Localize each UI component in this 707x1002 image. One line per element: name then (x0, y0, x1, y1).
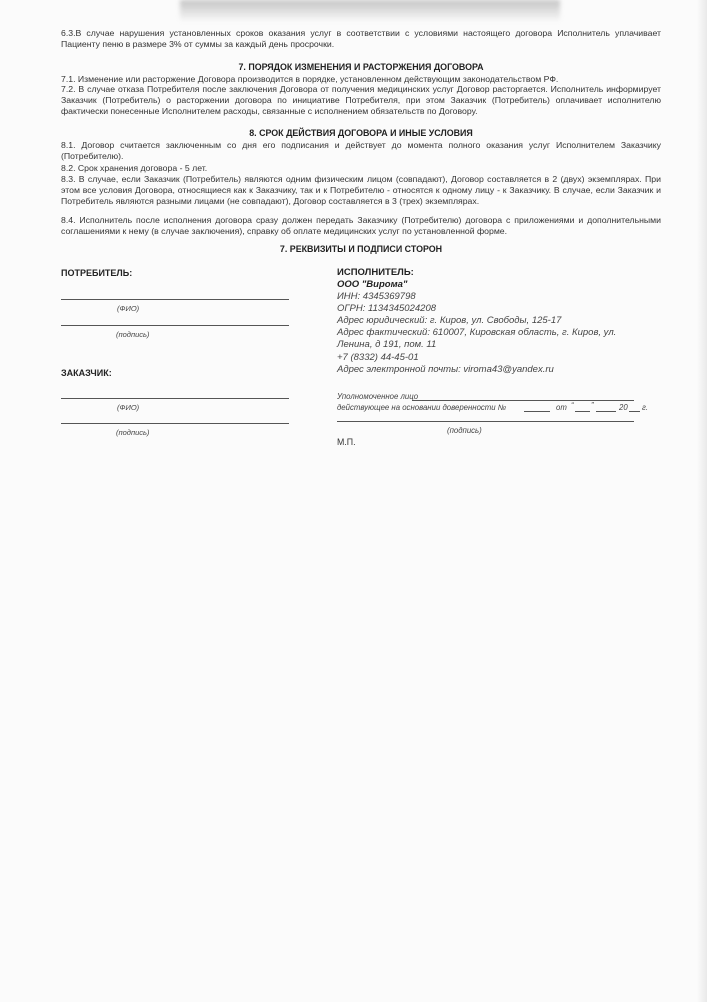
customer-sign-caption: (подпись) (116, 428, 150, 437)
section-7-title: 7. ПОРЯДОК ИЗМЕНЕНИЯ И РАСТОРЖЕНИЯ ДОГОВОРА (238, 62, 484, 72)
proxy-year-suffix: г. (642, 403, 649, 412)
executor-phone: +7 (8332) 44-45-01 (337, 352, 419, 363)
section-requisites-title: 7. РЕКВИЗИТЫ И ПОДПИСИ СТОРОН (279, 244, 443, 254)
executor-sign-line (337, 421, 634, 422)
executor-sign-caption: (подпись) (447, 426, 482, 435)
consumer-sign-line (61, 325, 289, 326)
proxy-number-line (524, 411, 550, 412)
clause-6-3: 6.3.В случае нарушения установленных сроков оказания услуг в соответствии с условиями настоящего договора Исполнитель уплачивает Пациенту пеню в размере 3% от суммы за каждый день просрочки. (61, 28, 661, 50)
proxy-year-line (629, 411, 640, 412)
proxy-from-label: от (556, 403, 567, 412)
customer-sign-line (61, 423, 289, 424)
clause-7-1: 7.1. Изменение или расторжение Договора производится в порядке, установленном действующим законодательством РФ. (61, 74, 559, 84)
proxy-day-line (575, 411, 590, 412)
authorized-person-line (412, 400, 634, 401)
scan-artifact-top (180, 0, 560, 22)
customer-fio-caption: (ФИО) (117, 403, 140, 412)
executor-label: ИСПОЛНИТЕЛЬ: (337, 267, 414, 278)
section-8-title: 8. СРОК ДЕЙСТВИЯ ДОГОВОРА И ИНЫЕ УСЛОВИЯ (249, 128, 473, 138)
consumer-fio-line (61, 299, 289, 300)
authorized-person-label: Уполномоченное лицо (337, 392, 419, 401)
proxy-month-line (596, 411, 616, 412)
consumer-sign-caption: (подпись) (116, 330, 150, 339)
executor-actual-address-line2: Ленина, д 191, пом. 11 (337, 339, 437, 350)
executor-legal-address: Адрес юридический: г. Киров, ул. Свободы, 125-17 (337, 315, 562, 326)
consumer-label: ПОТРЕБИТЕЛЬ: (61, 268, 133, 278)
clause-8-2: 8.2. Срок хранения договора - 5 лет. (61, 163, 208, 173)
executor-inn: ИНН: 4345369798 (337, 291, 416, 302)
customer-label: ЗАКАЗЧИК: (61, 368, 112, 378)
proxy-year-prefix: 20 (619, 403, 628, 412)
executor-org: ООО "Вирома" (337, 279, 408, 290)
executor-email: Адрес электронной почты: viroma43@yandex.ru (337, 364, 554, 375)
scan-artifact-right (697, 0, 707, 1002)
clause-8-1: 8.1. Договор считается заключенным со дня его подписания и действует до момента полного оказания услуг Исполнителем Заказчику (Потребителю). (61, 140, 661, 162)
executor-ogrn: ОГРН: 1134345024208 (337, 303, 437, 314)
proxy-date-close-quote: ” (591, 401, 594, 410)
clause-7-2: 7.2. В случае отказа Потребителя после заключения Договора от получения медицинских услуг Договор расторгается. Исполнитель информирует Заказчик (Потребитель) о расторжении договора по инициативе Потребителя, при этом Заказчик (Потребитель) оплачивает исполнителю фактически понесенные Исполнителем расходы, связанные с исполнением обязательств по Договору. (61, 84, 661, 117)
clause-8-3: 8.3. В случае, если Заказчик (Потребитель) являются одним физическим лицом (совпадают), Договор составляется в 2 (двух) экземплярах. При этом все условия Договора, относящиеся как к Заказчику, так и к Потребителю - относятся к одному лицу - к Заказчику. В случае, если Заказчик и Потребитель являются разными лицами (не совпадают), Договор составляется в 3 (трех) экземплярах. (61, 174, 661, 207)
executor-actual-address-line1: Адрес фактический: 610007, Кировская область, г. Киров, ул. (337, 327, 617, 338)
stamp-place-label: М.П. (337, 437, 356, 447)
proxy-date-open-quote: “ (571, 401, 574, 410)
clause-8-4: 8.4. Исполнитель после исполнения договора сразу должен передать Заказчику (Потребителю) договора с приложениями и дополнительными соглашениями к нему (в случае заключения), справку об оплате медицинских услуг по установленной форме. (61, 215, 661, 237)
customer-fio-line (61, 398, 289, 399)
consumer-fio-caption: (ФИО) (117, 304, 140, 313)
proxy-label: действующее на основании доверенности № (337, 403, 507, 412)
